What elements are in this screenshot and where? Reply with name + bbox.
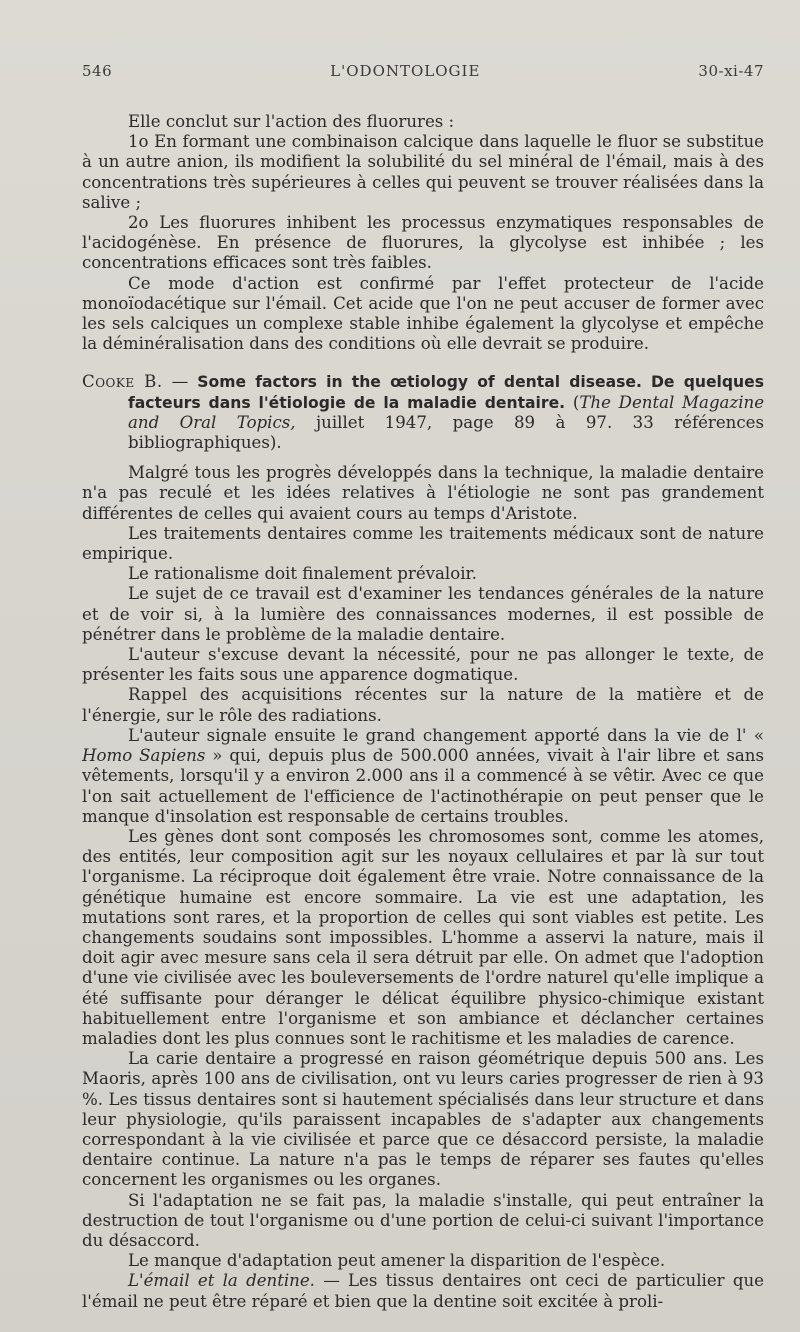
citation-title-french: De quelques facteurs dans l'étiologie de la maladie dentaire. <box>128 373 764 412</box>
paragraph: Le manque d'adaptation peut amener la disparition de l'espèce. <box>128 1251 666 1271</box>
paragraph: Le sujet de ce travail est d'examiner les tendances générales de la nature et de voir si, à la lumière des connaissances modernes, il est possible de pénétrer dans le problème de la maladie dentaire. <box>82 584 764 644</box>
fluoride-paragraph-3: Ce mode d'action est confirmé par l'effet protecteur de l'acide monoïodacétique sur l'émail. Cet acide que l'on ne peut accuser de former avec les sels calciques un complexe stable inhibe également la glycolyse et empêche la déminéralisation dans des conditions où elle devrait se produire. <box>82 273 764 354</box>
citation-title-english: Some factors in the œtiology of dental disease. <box>197 373 642 392</box>
paragraph: Malgré tous les progrès développés dans la technique, la maladie dentaire n'a pas reculé et les idées relatives à l'étiologie ne sont pas grandement différentes de celles qui avaient cours au temps d'Aristote. <box>82 463 764 523</box>
enamel-dentine-paragraph <box>82 1271 764 1311</box>
section-runin-heading: L'émail et la dentine. <box>128 1271 315 1291</box>
citation-journal: The Dental Magazine and Oral Topics, <box>128 392 765 432</box>
paragraph: Rappel des acquisitions récentes sur la nature de la matière et de l'énergie, sur le rôle des radiations. <box>82 685 764 725</box>
enamel-dentine-text: — Les tissus dentaires ont ceci de particulier que l'émail ne peut être réparé et bien que la dentine soit excitée à proli- <box>82 1271 764 1311</box>
citation-author: Cooke B. <box>82 372 163 392</box>
homo-sapiens-term: Homo Sapiens <box>82 746 206 766</box>
paragraph: La carie dentaire a progressé en raison géométrique depuis 500 ans. Les Maoris, après 100 ans de civilisation, ont vu leurs caries progresser de rien à 93 %. Les tissus dentaires sont si hautement spécialisés dans leur structure et dans leur physiologie, qu'ils paraissent incapables de s'adapter aux changements correspondant à la vie civilisée et parce que ce désaccord persiste, la maladie dentaire continue. La nature n'a pas le temps de réparer ses fautes qu'elles concernent les organismes ou les organes. <box>82 1049 764 1190</box>
article-body <box>82 112 764 1312</box>
fluoride-point-2: 2o Les fluorures inhibent les processus enzymatiques responsables de l'acidogénèse. En présence de fluorures, la glycolyse est inhibée ; les concentrations efficaces sont très faibles. <box>82 213 764 273</box>
paragraph: Le rationalisme doit finalement prévaloir. <box>128 564 477 584</box>
fluoride-point-1: 1o En formant une combinaison calcique dans laquelle le fluor se substitue à un autre anion, ils modifient la solubilité du sel minéral de l'émail, mais à des concentrations très supérieures à celles qui peuvent se trouver réalisées dans la salive ; <box>82 132 764 212</box>
homo-text-before: L'auteur signale ensuite le grand changement apporté dans la vie de l' « <box>128 725 764 745</box>
paragraph: Les gènes dont sont composés les chromosomes sont, comme les atomes, des entités, leur composition agit sur les noyaux cellulaires et par là sur tout l'organisme. La réciproque doit également être vraie. Notre connaissance de la génétique humaine est encore sommaire. La vie est une adaptation, les mutations sont rares, et la proportion de celles qui sont viables est petite. Les changements soudains sont impossibles. L'homme a asservi la nature, mais il doit agir avec mesure sans cela il sera détruit par elle. On admet que l'adoption d'une vie civilisée avec les bouleversements de l'ordre naturel qu'elle implique a été suffisante pour déranger le délicat équilibre physico-chimique existant habituellement entre l'organisme et son ambiance et déclancher certaines maladies dont les plus connues sont le rachitisme et les maladies de carence. <box>82 826 764 1048</box>
homo-text-after: » qui, depuis plus de 500.000 années, vivait à l'air libre et sans vêtements, lorsqu'il y a environ 2.000 ans il a commencé à se vêtir. Avec ce que l'on sait actuellement de l'efficience de l'actinothérapie on peut penser que le manque d'insolation est responsable de certains troubles. <box>82 746 764 826</box>
citation-open-paren: ( <box>565 392 580 412</box>
fluoride-intro: Elle conclut sur l'action des fluorures : <box>128 112 455 131</box>
running-header <box>82 62 764 88</box>
homo-sapiens-paragraph <box>82 726 764 827</box>
paragraph: L'auteur s'excuse devant la nécessité, pour ne pas allonger le texte, de présenter les faits sous une apparence dogmatique. <box>82 645 764 685</box>
page-number: 546 <box>82 62 113 80</box>
citation-dash: — <box>162 372 198 392</box>
paragraph: Si l'adaptation ne se fait pas, la maladie s'installe, qui peut entraîner la destruction de tout l'organisme ou d'une portion de celui-ci suivant l'importance du désaccord. <box>82 1190 764 1250</box>
article-citation <box>82 372 764 453</box>
journal-title: L'ODONTOLOGIE <box>330 62 481 80</box>
citation-details: juillet 1947, page 89 à 97. 33 références bibliographiques). <box>128 412 764 453</box>
issue-date: 30-xi-47 <box>698 62 764 80</box>
paragraph: Les traitements dentaires comme les traitements médicaux sont de nature empirique. <box>82 523 764 564</box>
